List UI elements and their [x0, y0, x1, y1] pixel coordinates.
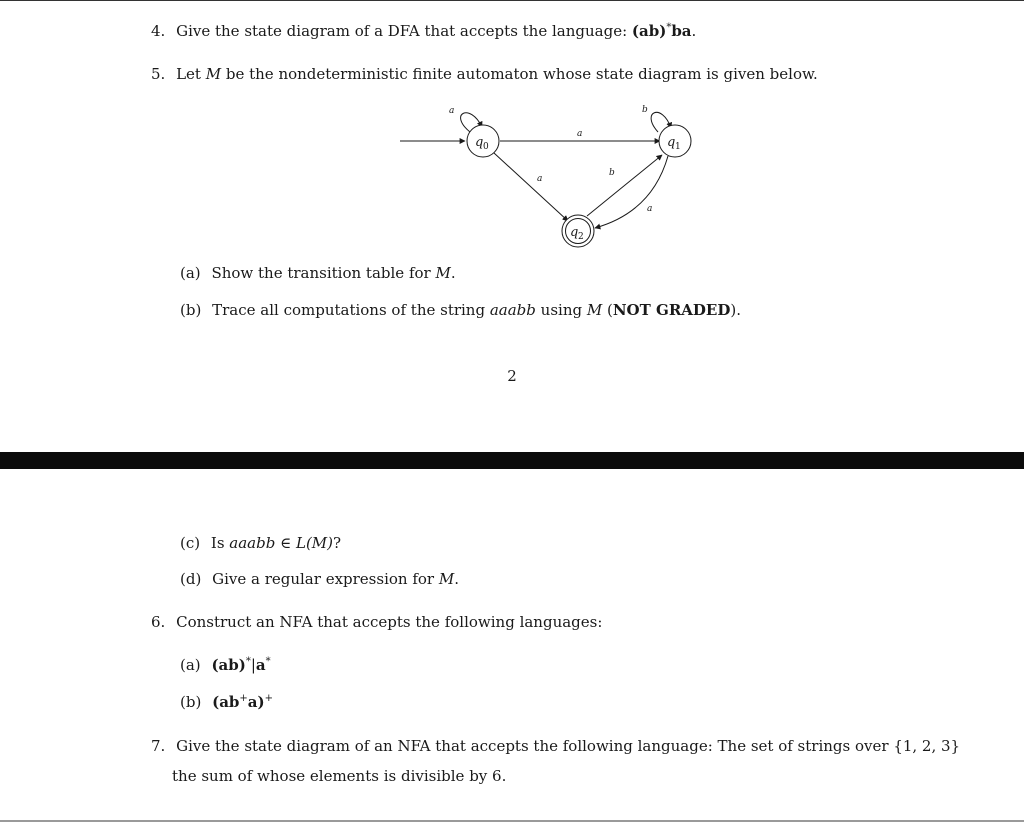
star-sup: *	[245, 656, 251, 667]
state-q1-label: q	[667, 135, 676, 150]
question-6	[151, 612, 602, 632]
state-q1-sub: 1	[675, 142, 681, 152]
page-separator	[0, 452, 1024, 469]
plus-sup: +	[239, 693, 248, 704]
regex-part: (ab	[212, 693, 240, 711]
question-text: using	[535, 301, 587, 319]
question-text: Give the state diagram of a DFA that accepts the language:	[176, 22, 632, 40]
question-5	[151, 64, 818, 84]
question-text: Show the transition table for	[211, 264, 436, 282]
label-loop-q1: b	[642, 105, 648, 115]
regex-part: ba	[671, 22, 692, 40]
label-q0-q2: a	[537, 174, 543, 184]
state-q0-label: q	[475, 135, 484, 150]
math-m: M	[586, 301, 603, 319]
math-paren: (M)	[305, 534, 334, 552]
nfa-state-diagram	[390, 100, 710, 252]
top-border	[0, 0, 1024, 1]
state-q2-label: q	[570, 225, 579, 240]
question-number: 4.	[151, 22, 166, 40]
star-sup: *	[265, 656, 271, 667]
question-text: Is	[210, 534, 230, 552]
regex-part: (ab)	[211, 656, 246, 674]
question-text: Construct an NFA that accepts the following languages:	[176, 613, 603, 631]
question-5c	[180, 533, 341, 553]
subpart-label: (b)	[180, 693, 202, 711]
question-text: Give a regular expression for	[212, 570, 439, 588]
punct: ).	[730, 301, 741, 319]
label-q2-q1: b	[609, 168, 615, 178]
math-m: M	[438, 570, 455, 588]
question-number: 5.	[151, 65, 166, 83]
question-6b	[180, 692, 273, 712]
regex-part: a)	[247, 693, 265, 711]
math-m: M	[205, 65, 222, 83]
math-lang: L	[295, 534, 306, 552]
math-set: {1, 2, 3}	[893, 737, 961, 755]
question-number: 6.	[151, 613, 166, 631]
page-number: 2	[507, 367, 517, 385]
label-q1-q2: a	[647, 204, 653, 214]
label-q0-q1: a	[577, 129, 583, 139]
question-5d	[180, 569, 459, 589]
star-sup: *	[666, 22, 672, 33]
regex-part: a	[255, 656, 266, 674]
punct: (	[602, 301, 613, 319]
question-text: Give the state diagram of an NFA that accepts the following language: The set of strings over	[176, 737, 894, 755]
question-6a	[180, 655, 271, 675]
state-q0-sub: 0	[483, 142, 489, 152]
plus-sup: +	[264, 693, 274, 704]
question-5b	[180, 300, 741, 320]
subpart-label: (a)	[180, 264, 201, 282]
question-7-line2: the sum of whose elements is divisible by 6.	[172, 767, 507, 785]
math-m: M	[435, 264, 451, 282]
union-bar: |	[250, 656, 256, 674]
punct: .	[450, 264, 456, 282]
subpart-label: (d)	[180, 570, 202, 588]
subpart-label: (c)	[180, 534, 201, 552]
punct: .	[454, 570, 459, 588]
subpart-label: (a)	[180, 656, 201, 674]
punct: ?	[333, 534, 342, 552]
question-5a	[180, 263, 456, 283]
label-loop-q0: a	[449, 106, 455, 116]
question-text: Let	[176, 65, 206, 83]
edge-q0-q2	[494, 153, 568, 221]
edge-q1-q2	[595, 156, 668, 228]
regex-part: (ab)	[631, 22, 667, 40]
question-text: Trace all computations of the string	[212, 301, 490, 319]
state-q2-sub: 2	[578, 232, 584, 242]
question-number: 7.	[151, 737, 166, 755]
state-q2-accepting	[562, 215, 594, 247]
math-string: aaabb	[489, 301, 536, 319]
state-q0	[467, 125, 499, 157]
question-text: be the nondeterministic finite automaton whose state diagram is given below.	[221, 65, 818, 83]
question-4	[151, 21, 696, 41]
math-string: aaabb	[229, 534, 276, 552]
not-graded-note: NOT GRADED	[612, 301, 731, 319]
subpart-label: (b)	[180, 301, 202, 319]
question-7	[151, 736, 960, 756]
element-of: ∈	[275, 534, 296, 552]
punct: .	[691, 22, 697, 40]
page-bottom	[0, 469, 1024, 822]
state-q1	[659, 125, 691, 157]
